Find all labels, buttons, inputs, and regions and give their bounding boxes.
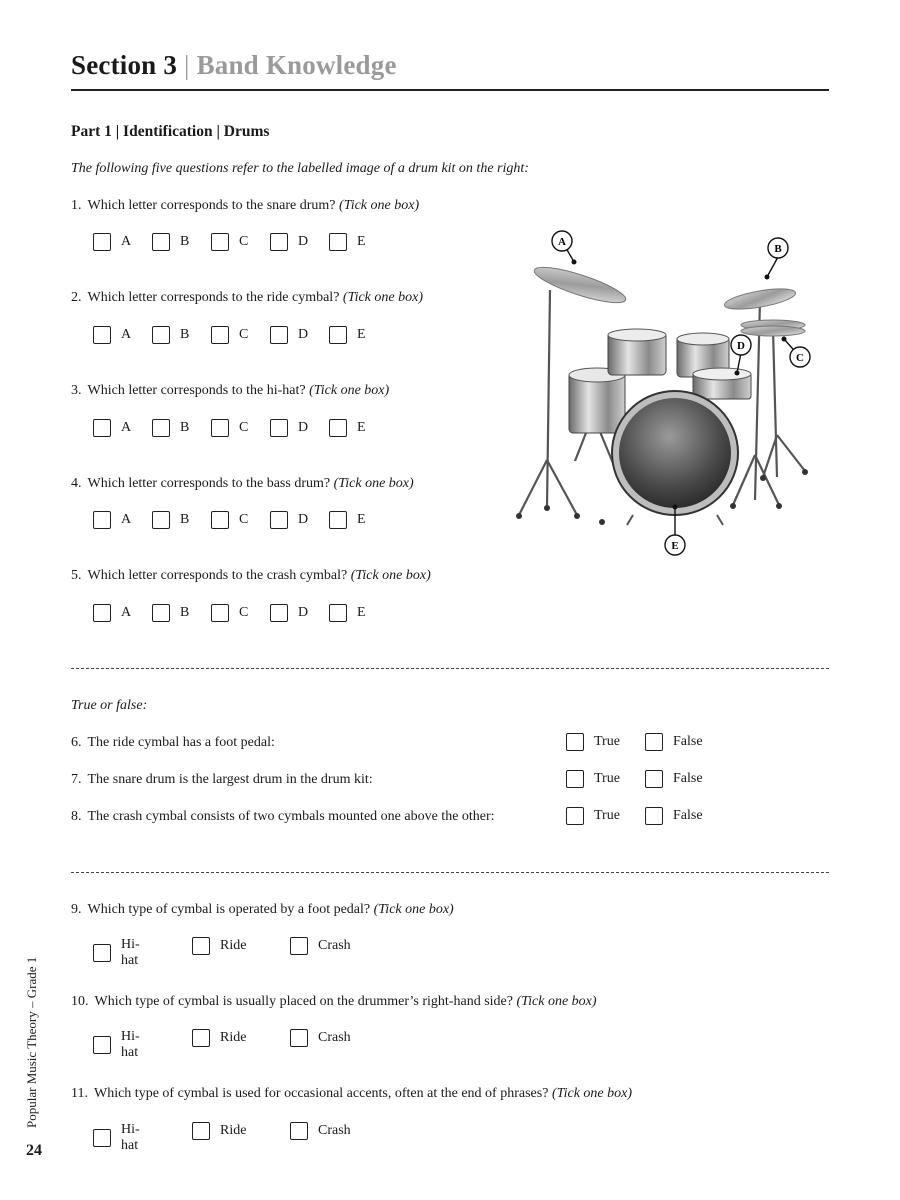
option-label: A <box>121 512 132 527</box>
question-number: 2. <box>71 290 82 305</box>
false-option[interactable] <box>645 770 703 788</box>
option-a[interactable] <box>93 511 131 529</box>
option-label: D <box>298 234 309 249</box>
option-label: A <box>121 420 132 435</box>
option-label: Ride <box>220 1030 247 1045</box>
question-number: 8. <box>71 809 82 824</box>
header-rule <box>71 89 829 91</box>
question-number: 6. <box>71 735 82 750</box>
option-label: Crash <box>318 1123 351 1138</box>
option-label: C <box>239 420 249 435</box>
option-a[interactable] <box>93 233 131 251</box>
option-label: C <box>239 234 249 249</box>
option-hi-hat[interactable] <box>93 937 140 969</box>
checkbox[interactable] <box>152 511 170 529</box>
question-hint: (Tick one box) <box>339 198 420 213</box>
question-hint: (Tick one box) <box>342 290 423 305</box>
checkbox[interactable] <box>329 604 347 622</box>
option-label: B <box>180 512 190 527</box>
option-label: A <box>121 605 132 620</box>
false-option[interactable] <box>645 807 703 825</box>
question-number: 5. <box>71 568 82 583</box>
checkbox[interactable] <box>270 326 288 344</box>
option-b[interactable] <box>152 326 189 344</box>
question-text: Which type of cymbal is used for occasional accents, often at the end of phrases? <box>93 1086 549 1101</box>
option-c[interactable] <box>211 604 248 622</box>
option-label: True <box>594 808 620 823</box>
option-label: D <box>298 420 309 435</box>
option-label: A <box>121 234 132 249</box>
true-option[interactable] <box>566 807 620 825</box>
option-d[interactable] <box>270 604 308 622</box>
checkbox[interactable] <box>566 770 584 788</box>
diagram-label-b: B <box>774 243 782 255</box>
option-ride[interactable] <box>192 1122 246 1140</box>
question-number: 4. <box>71 476 82 491</box>
question-text: Which type of cymbal is usually placed on the drummer’s right-hand side? <box>94 994 513 1009</box>
option-label: C <box>239 512 249 527</box>
page-number: 24 <box>26 1142 42 1159</box>
option-hi-hat[interactable] <box>93 1029 140 1061</box>
question-number: 11. <box>71 1086 88 1101</box>
question-number: 3. <box>71 383 82 398</box>
option-label: True <box>594 771 620 786</box>
option-a[interactable] <box>93 419 131 437</box>
checkbox[interactable] <box>211 326 229 344</box>
option-label: E <box>357 512 366 527</box>
option-hi-hat[interactable] <box>93 1122 140 1154</box>
option-label: Crash <box>318 1030 351 1045</box>
checkbox[interactable] <box>211 604 229 622</box>
question-text: The snare drum is the largest drum in the drum kit: <box>87 772 373 787</box>
option-label: E <box>357 420 366 435</box>
diagram-label-c: C <box>796 352 804 364</box>
option-b[interactable] <box>152 604 189 622</box>
question-4 <box>71 476 414 492</box>
option-ride[interactable] <box>192 1029 246 1047</box>
question-7 <box>71 772 373 788</box>
checkbox[interactable] <box>211 419 229 437</box>
section-divider <box>71 872 829 873</box>
option-label: False <box>673 808 703 823</box>
option-label: Ride <box>220 938 247 953</box>
option-label: Hi-hat <box>121 937 140 968</box>
option-label: Hi-hat <box>121 1122 140 1153</box>
option-c[interactable] <box>211 419 248 437</box>
option-label: Hi-hat <box>121 1029 140 1060</box>
question-hint: (Tick one box) <box>551 1086 633 1101</box>
question-11 <box>71 1086 632 1102</box>
part-title: Part 1 | Identification | Drums <box>71 123 270 140</box>
question-text: Which letter corresponds to the snare drum? <box>87 198 336 213</box>
option-label: E <box>357 327 366 342</box>
question-hint: (Tick one box) <box>309 383 390 398</box>
option-label: D <box>298 512 309 527</box>
diagram-label-a: A <box>558 236 566 248</box>
option-label: Ride <box>220 1123 247 1138</box>
checkbox[interactable] <box>645 807 663 825</box>
option-label: C <box>239 327 249 342</box>
option-label: B <box>180 327 190 342</box>
option-label: True <box>594 734 620 749</box>
checkbox[interactable] <box>566 733 584 751</box>
checkbox[interactable] <box>93 233 111 251</box>
checkbox[interactable] <box>152 233 170 251</box>
question-8 <box>71 809 495 825</box>
question-2 <box>71 290 423 306</box>
false-option[interactable] <box>645 733 703 751</box>
option-label: B <box>180 234 190 249</box>
option-label: D <box>298 327 309 342</box>
checkbox[interactable] <box>192 937 210 955</box>
option-label: D <box>298 605 309 620</box>
option-crash[interactable] <box>290 1029 351 1047</box>
option-e[interactable] <box>329 326 366 344</box>
question-hint: (Tick one box) <box>350 568 431 583</box>
question-text: Which letter corresponds to the ride cymbal? <box>87 290 340 305</box>
option-d[interactable] <box>270 511 308 529</box>
option-crash[interactable] <box>290 1122 351 1140</box>
question-number: 7. <box>71 772 82 787</box>
option-b[interactable] <box>152 511 189 529</box>
checkbox[interactable] <box>270 604 288 622</box>
checkbox[interactable] <box>192 1122 210 1140</box>
checkbox[interactable] <box>211 233 229 251</box>
option-c[interactable] <box>211 511 248 529</box>
checkbox[interactable] <box>270 419 288 437</box>
question-hint: (Tick one box) <box>333 476 414 491</box>
question-3 <box>71 383 389 399</box>
true-option[interactable] <box>566 770 620 788</box>
book-title: Popular Music Theory – Grade 1 <box>24 956 39 1128</box>
checkbox[interactable] <box>645 733 663 751</box>
intro-text: The following five questions refer to the labelled image of a drum kit on the right: <box>71 161 529 176</box>
checkbox[interactable] <box>290 1122 308 1140</box>
option-b[interactable] <box>152 419 189 437</box>
checkbox[interactable] <box>211 511 229 529</box>
checkbox[interactable] <box>270 511 288 529</box>
option-a[interactable] <box>93 326 131 344</box>
checkbox[interactable] <box>192 1029 210 1047</box>
checkbox[interactable] <box>566 807 584 825</box>
option-e[interactable] <box>329 233 366 251</box>
checkbox[interactable] <box>152 604 170 622</box>
option-ride[interactable] <box>192 937 246 955</box>
diagram-label-d: D <box>737 340 745 352</box>
checkbox[interactable] <box>290 937 308 955</box>
option-label: Crash <box>318 938 351 953</box>
option-label: False <box>673 734 703 749</box>
true-false-intro: True or false: <box>71 698 148 713</box>
question-hint: (Tick one box) <box>373 902 454 917</box>
question-6 <box>71 735 275 751</box>
option-label: B <box>180 605 190 620</box>
option-label: E <box>357 605 366 620</box>
question-text: The crash cymbal consists of two cymbals mounted one above the other: <box>87 809 495 824</box>
diagram-label-e: E <box>671 540 679 552</box>
question-text: Which letter corresponds to the hi-hat? <box>87 383 306 398</box>
checkbox[interactable] <box>290 1029 308 1047</box>
checkbox[interactable] <box>152 326 170 344</box>
option-label: C <box>239 605 249 620</box>
option-e[interactable] <box>329 604 366 622</box>
checkbox[interactable] <box>93 1036 111 1054</box>
section-label: Section 3 <box>71 50 178 80</box>
question-1 <box>71 198 419 214</box>
checkbox[interactable] <box>152 419 170 437</box>
drum-kit-image <box>505 225 830 560</box>
true-option[interactable] <box>566 733 620 751</box>
question-9 <box>71 902 454 918</box>
question-number: 9. <box>71 902 82 917</box>
option-c[interactable] <box>211 326 248 344</box>
checkbox[interactable] <box>329 326 347 344</box>
checkbox[interactable] <box>93 326 111 344</box>
question-text: The ride cymbal has a foot pedal: <box>87 735 275 750</box>
question-number: 10. <box>71 994 89 1009</box>
checkbox[interactable] <box>93 419 111 437</box>
checkbox[interactable] <box>93 511 111 529</box>
checkbox[interactable] <box>645 770 663 788</box>
question-10 <box>71 994 597 1010</box>
checkbox[interactable] <box>329 419 347 437</box>
checkbox[interactable] <box>93 604 111 622</box>
option-e[interactable] <box>329 419 366 437</box>
option-crash[interactable] <box>290 937 351 955</box>
option-e[interactable] <box>329 511 366 529</box>
checkbox[interactable] <box>329 511 347 529</box>
section-separator: | <box>184 50 190 80</box>
question-5 <box>71 568 431 584</box>
option-d[interactable] <box>270 326 308 344</box>
question-text: Which type of cymbal is operated by a foot pedal? <box>87 902 371 917</box>
section-divider <box>71 668 829 669</box>
checkbox[interactable] <box>270 233 288 251</box>
option-label: A <box>121 327 132 342</box>
checkbox[interactable] <box>93 944 111 962</box>
checkbox[interactable] <box>329 233 347 251</box>
question-text: Which letter corresponds to the bass drum? <box>87 476 331 491</box>
option-d[interactable] <box>270 419 308 437</box>
option-d[interactable] <box>270 233 308 251</box>
question-number: 1. <box>71 198 82 213</box>
option-b[interactable] <box>152 233 189 251</box>
section-heading <box>71 50 397 81</box>
option-a[interactable] <box>93 604 131 622</box>
checkbox[interactable] <box>93 1129 111 1147</box>
question-hint: (Tick one box) <box>516 994 597 1009</box>
option-c[interactable] <box>211 233 248 251</box>
option-label: B <box>180 420 190 435</box>
option-label: False <box>673 771 703 786</box>
option-label: E <box>357 234 366 249</box>
question-text: Which letter corresponds to the crash cymbal? <box>87 568 348 583</box>
section-subtitle: Band Knowledge <box>196 50 397 80</box>
